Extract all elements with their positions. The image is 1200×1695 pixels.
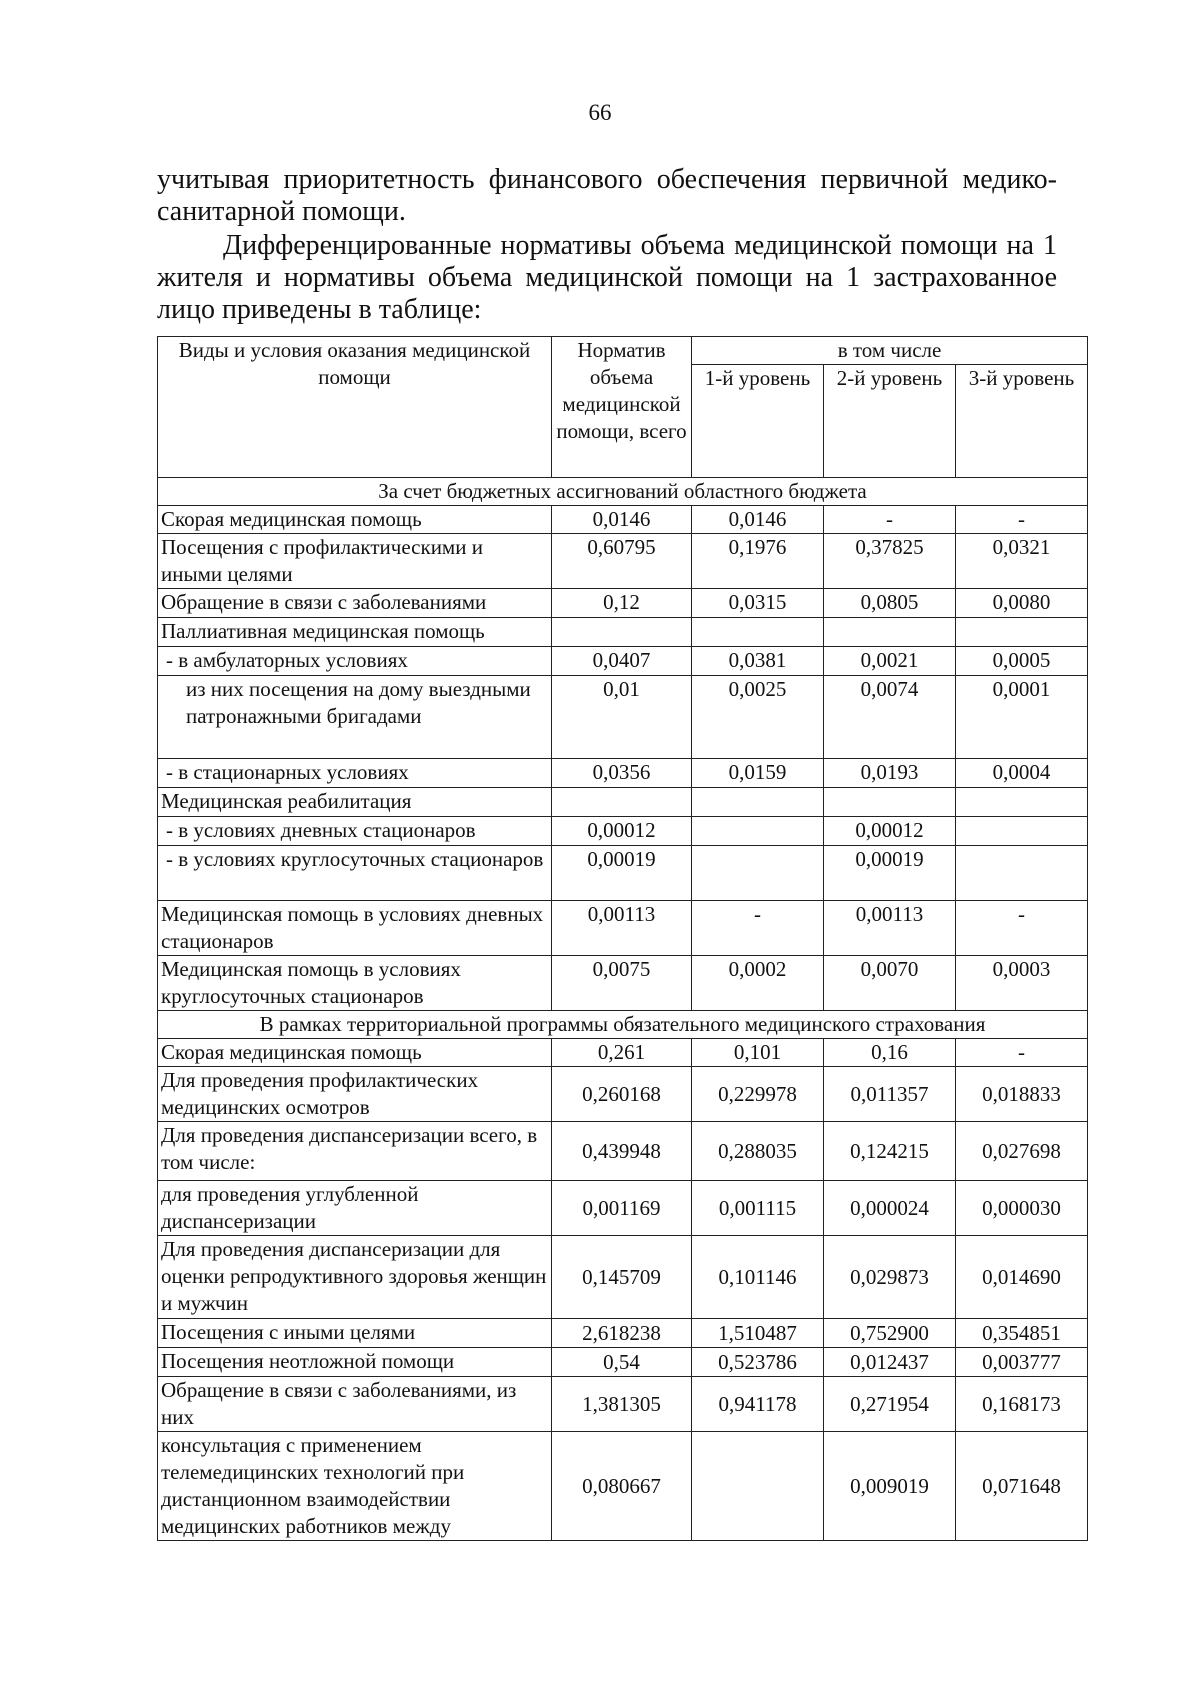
table-row	[158, 817, 1088, 846]
cell-level-1: 0,0025	[692, 676, 824, 759]
cell-level-2: 0,011357	[824, 1067, 956, 1122]
cell-level-1: 1,510487	[692, 1319, 824, 1348]
row-label: Посещения неотложной помощи	[158, 1348, 552, 1377]
cell-total: 0,0075	[552, 956, 692, 1011]
cell-total: 0,00012	[552, 817, 692, 846]
row-label: - в амбулаторных условиях	[158, 647, 552, 676]
cell-level-2: 0,00019	[824, 846, 956, 901]
cell-level-3: -	[956, 506, 1088, 534]
section-title: За счет бюджетных ассигнований областного бюджета	[158, 478, 1088, 506]
row-label: Посещения с иными целями	[158, 1319, 552, 1348]
table-row	[158, 1122, 1088, 1181]
cell-level-1: 0,101	[692, 1039, 824, 1067]
cell-level-2: 0,0074	[824, 676, 956, 759]
row-label: - в условиях круглосуточных стационаров	[158, 846, 552, 901]
cell-total: 0,080667	[552, 1432, 692, 1541]
cell-total: 0,0356	[552, 759, 692, 788]
header-total: Норматив объема медицинской помощи, всего	[552, 337, 692, 478]
cell-level-3	[956, 817, 1088, 846]
table-row	[158, 956, 1088, 1011]
row-label: из них посещения на дому выездными патронажными бригадами	[158, 676, 552, 759]
row-label: Медицинская реабилитация	[158, 788, 552, 817]
row-label: Для проведения диспансеризации всего, в том числе:	[158, 1122, 552, 1181]
cell-total	[552, 618, 692, 647]
cell-level-1: 0,941178	[692, 1377, 824, 1432]
table-row	[158, 1067, 1088, 1122]
cell-level-3	[956, 618, 1088, 647]
header-level-1: 1-й уровень	[692, 365, 824, 478]
table-row	[158, 901, 1088, 956]
cell-total: 0,54	[552, 1348, 692, 1377]
cell-level-1: 0,288035	[692, 1122, 824, 1181]
cell-level-2	[824, 618, 956, 647]
cell-total: 1,381305	[552, 1377, 692, 1432]
cell-level-3: 0,0005	[956, 647, 1088, 676]
paragraph-2: Дифференцированные нормативы объема медицинской помощи на 1 жителя и нормативы объема медицинской помощи на 1 застрахованное лицо приведены в таблице:	[157, 230, 1057, 325]
table-row	[158, 647, 1088, 676]
cell-level-2: 0,029873	[824, 1236, 956, 1319]
table-row	[158, 1377, 1088, 1432]
section-title: В рамках территориальной программы обязательного медицинского страхования	[158, 1011, 1088, 1039]
cell-total	[552, 788, 692, 817]
cell-level-3: 0,071648	[956, 1432, 1088, 1541]
cell-level-2: 0,012437	[824, 1348, 956, 1377]
row-label: Медицинская помощь в условиях дневных стационаров	[158, 901, 552, 956]
cell-total: 0,60795	[552, 534, 692, 589]
row-label: консультация с применением телемедицинских технологий при дистанционном взаимодействии медицинских работников между	[158, 1432, 552, 1541]
row-label: Посещения с профилактическими и иными целями	[158, 534, 552, 589]
page-number: 66	[588, 100, 612, 125]
header-group: в том числе	[692, 337, 1088, 365]
row-label: - в стационарных условиях	[158, 759, 552, 788]
cell-level-2: 0,000024	[824, 1181, 956, 1236]
paragraph-1: учитывая приоритетность финансового обеспечения первичной медико-санитарной помощи.	[157, 164, 1057, 227]
cell-total: 0,261	[552, 1039, 692, 1067]
cell-total: 0,001169	[552, 1181, 692, 1236]
table-row	[158, 846, 1088, 901]
cell-level-2: 0,00113	[824, 901, 956, 956]
cell-level-3: 0,0321	[956, 534, 1088, 589]
table-row	[158, 1432, 1088, 1541]
cell-total: 0,0407	[552, 647, 692, 676]
row-label: Для проведения профилактических медицинских осмотров	[158, 1067, 552, 1122]
cell-total: 0,12	[552, 589, 692, 618]
cell-level-3: 0,0080	[956, 589, 1088, 618]
cell-total: 0,260168	[552, 1067, 692, 1122]
cell-level-1: 0,0381	[692, 647, 824, 676]
table-row	[158, 618, 1088, 647]
cell-level-1: 0,523786	[692, 1348, 824, 1377]
table-row	[158, 534, 1088, 589]
cell-total: 0,0146	[552, 506, 692, 534]
cell-total: 0,01	[552, 676, 692, 759]
cell-level-1: 0,1976	[692, 534, 824, 589]
section-row	[158, 1011, 1088, 1039]
cell-level-1: 0,0315	[692, 589, 824, 618]
cell-level-3: 0,0003	[956, 956, 1088, 1011]
cell-total: 2,618238	[552, 1319, 692, 1348]
cell-level-2: 0,0021	[824, 647, 956, 676]
row-label: Для проведения диспансеризации для оценки репродуктивного здоровья женщин и мужчин	[158, 1236, 552, 1319]
table-body	[158, 478, 1088, 1541]
cell-level-2: 0,0070	[824, 956, 956, 1011]
cell-level-3: -	[956, 901, 1088, 956]
header-type: Виды и условия оказания медицинской помощи	[158, 337, 552, 478]
cell-level-3: 0,014690	[956, 1236, 1088, 1319]
cell-level-1	[692, 846, 824, 901]
row-label: Обращение в связи с заболеваниями	[158, 589, 552, 618]
cell-level-2: 0,124215	[824, 1122, 956, 1181]
row-label: Скорая медицинская помощь	[158, 1039, 552, 1067]
cell-level-1	[692, 788, 824, 817]
cell-level-2: 0,0805	[824, 589, 956, 618]
cell-level-2: -	[824, 506, 956, 534]
cell-level-1: 0,0159	[692, 759, 824, 788]
cell-level-3: 0,003777	[956, 1348, 1088, 1377]
cell-level-3: 0,018833	[956, 1067, 1088, 1122]
table-row	[158, 1319, 1088, 1348]
row-label: - в условиях дневных стационаров	[158, 817, 552, 846]
cell-level-2: 0,271954	[824, 1377, 956, 1432]
cell-level-3: 0,000030	[956, 1181, 1088, 1236]
section-row	[158, 478, 1088, 506]
cell-level-1: 0,101146	[692, 1236, 824, 1319]
cell-level-1	[692, 1432, 824, 1541]
cell-level-2: 0,0193	[824, 759, 956, 788]
row-label: Обращение в связи с заболеваниями, из них	[158, 1377, 552, 1432]
table-row	[158, 506, 1088, 534]
cell-level-3: -	[956, 1039, 1088, 1067]
cell-level-1: 0,229978	[692, 1067, 824, 1122]
cell-total: 0,145709	[552, 1236, 692, 1319]
table-row	[158, 589, 1088, 618]
cell-level-2: 0,752900	[824, 1319, 956, 1348]
cell-level-3: 0,168173	[956, 1377, 1088, 1432]
cell-level-1: 0,0146	[692, 506, 824, 534]
table-row	[158, 788, 1088, 817]
table-row	[158, 1181, 1088, 1236]
cell-level-1: 0,001115	[692, 1181, 824, 1236]
cell-level-3	[956, 788, 1088, 817]
norms-table	[157, 336, 1088, 1541]
cell-level-2: 0,00012	[824, 817, 956, 846]
cell-level-2	[824, 788, 956, 817]
header-level-2: 2-й уровень	[824, 365, 956, 478]
row-label: Медицинская помощь в условиях круглосуточных стационаров	[158, 956, 552, 1011]
cell-level-3: 0,0001	[956, 676, 1088, 759]
table-row	[158, 759, 1088, 788]
row-label: Паллиативная медицинская помощь	[158, 618, 552, 647]
row-label: для проведения углубленной диспансеризации	[158, 1181, 552, 1236]
cell-total: 0,00019	[552, 846, 692, 901]
cell-level-2: 0,16	[824, 1039, 956, 1067]
table-row	[158, 1236, 1088, 1319]
cell-level-3	[956, 846, 1088, 901]
table-row	[158, 1348, 1088, 1377]
cell-level-1: 0,0002	[692, 956, 824, 1011]
cell-total: 0,00113	[552, 901, 692, 956]
cell-total: 0,439948	[552, 1122, 692, 1181]
row-label: Скорая медицинская помощь	[158, 506, 552, 534]
header-level-3: 3-й уровень	[956, 365, 1088, 478]
cell-level-3: 0,027698	[956, 1122, 1088, 1181]
table-row	[158, 676, 1088, 759]
cell-level-3: 0,0004	[956, 759, 1088, 788]
cell-level-1: -	[692, 901, 824, 956]
cell-level-2: 0,009019	[824, 1432, 956, 1541]
cell-level-1	[692, 817, 824, 846]
cell-level-3: 0,354851	[956, 1319, 1088, 1348]
cell-level-1	[692, 618, 824, 647]
table-header-row	[158, 337, 1088, 365]
cell-level-2: 0,37825	[824, 534, 956, 589]
table-row	[158, 1039, 1088, 1067]
